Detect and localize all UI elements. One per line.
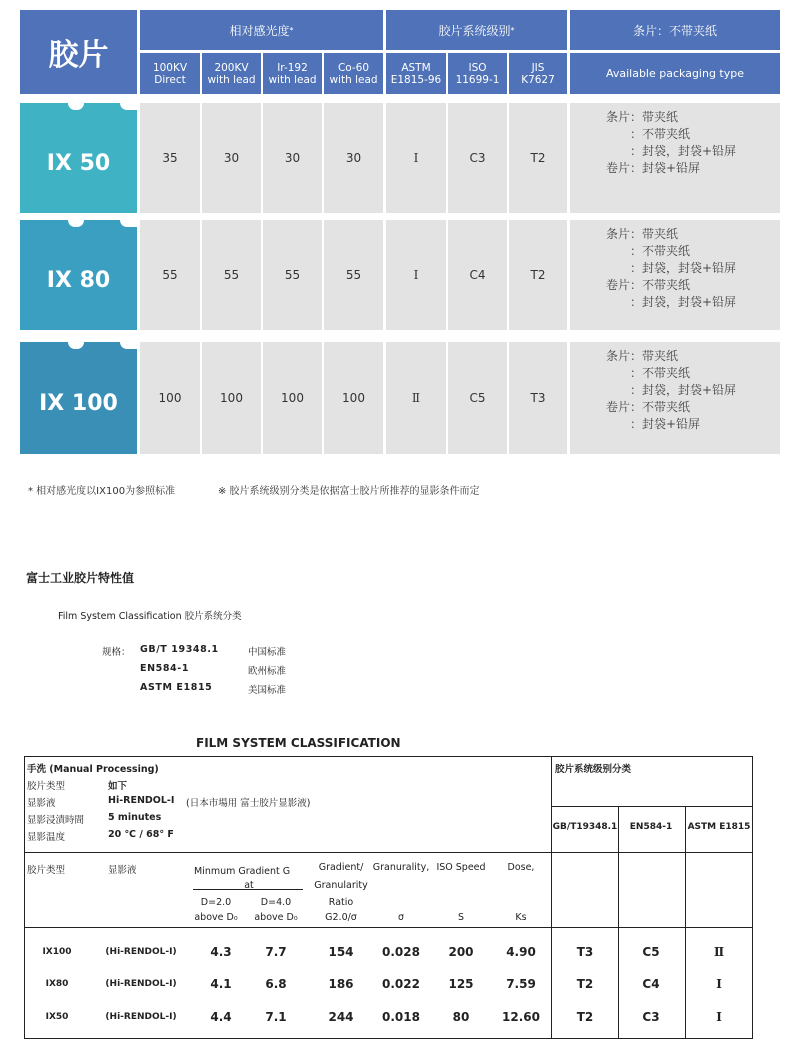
value-cell: 100	[263, 342, 322, 454]
fsc-divider-v	[551, 756, 552, 1039]
fsc-divider-v	[618, 806, 619, 1039]
row-astm: Ⅱ	[713, 945, 725, 959]
value-cell: 55	[263, 220, 322, 330]
gran-h1: Granurality,	[372, 862, 430, 873]
note-sensitivity: * 相对感光度以IX100为参照标准	[28, 486, 176, 497]
film-name-cell	[20, 103, 137, 213]
fsc-divider-h	[24, 852, 753, 853]
column-header	[509, 53, 567, 94]
value-cell: 55	[140, 220, 200, 330]
value-cell: C4	[448, 220, 507, 330]
value-cell: 30	[202, 103, 261, 213]
column-header	[202, 53, 261, 94]
value-cell: 100	[140, 342, 200, 454]
column-header-line2: 11699-1	[455, 73, 500, 86]
gradient-at: at	[244, 880, 254, 891]
value-cell: 100	[324, 342, 383, 454]
value-cell: 55	[202, 220, 261, 330]
packaging-line: ：不带夹纸	[606, 127, 691, 141]
row-gran: 0.028	[382, 945, 420, 959]
row-astm: Ⅰ	[716, 1010, 722, 1024]
row-iso: 125	[448, 977, 474, 991]
packaging-line: 条片：带夹纸	[606, 349, 679, 363]
standard-code: GB/T 19348.1	[140, 644, 219, 655]
col-developer: 显影液	[108, 865, 137, 876]
packaging-line: ：不带夹纸	[606, 366, 691, 380]
fsc-title: FILM SYSTEM CLASSIFICATION	[196, 736, 401, 750]
standard-code: ASTM E1815	[140, 682, 213, 693]
column-header-line2: K7627	[521, 73, 555, 86]
value-cell: C5	[448, 342, 507, 454]
packaging-line: 条片：带夹纸	[606, 110, 679, 124]
sensitivity-group-label: 相对感光度	[229, 23, 290, 38]
info-value: 5 minutes	[108, 812, 162, 823]
film-name-cell	[20, 220, 137, 330]
class-col-header: ASTM E1815	[687, 822, 751, 832]
standard-code: EN584-1	[140, 663, 190, 674]
column-header-line1: 100KV	[152, 61, 188, 74]
row-dose: 4.90	[506, 945, 536, 959]
film-notch	[68, 220, 84, 227]
standard-region: 欧州标准	[248, 666, 287, 677]
column-header	[263, 53, 322, 94]
info-value: Hi-RENDOL-I	[108, 795, 175, 806]
standards-label: 规格：	[102, 647, 131, 658]
value-cell: Ⅰ	[386, 103, 446, 213]
sensitivity-group-header	[140, 10, 383, 50]
film-name: IX 50	[46, 150, 111, 176]
film-name-cell	[20, 342, 137, 454]
row-dev: (Hi-RENDOL-I)	[105, 1012, 177, 1022]
value-cell: Ⅰ	[386, 220, 446, 330]
column-header-line2: with lead	[329, 73, 378, 86]
column-header-line1: ASTM	[401, 61, 431, 74]
section-title: 富士工业胶片特性值	[26, 571, 135, 585]
row-ratio: 154	[328, 945, 354, 959]
info-value: 20 ℃ / 68° F	[108, 829, 174, 840]
class-group-mark: *	[510, 25, 515, 35]
film-notch	[68, 342, 84, 349]
column-header-line2: with lead	[268, 73, 317, 86]
packaging-en-label: Available packaging type	[605, 67, 745, 80]
col-film-type: 胶片类型	[27, 865, 66, 876]
packaging-line: ：封袋，封袋+铅屏	[606, 295, 737, 309]
column-header-line1: ISO	[468, 61, 487, 74]
value-cell: C3	[448, 103, 507, 213]
class-col-header: GB/T19348.1	[552, 822, 618, 832]
class-title: 胶片系统级别分类	[555, 764, 632, 775]
column-header-line2: E1815-96	[390, 73, 442, 86]
row-g2: 6.8	[265, 977, 287, 991]
section-subtitle: Film System Classification 胶片系统分类	[58, 611, 242, 622]
column-header-line1: Ir-192	[277, 61, 308, 74]
packaging-line: 卷片：不带夹纸	[606, 278, 691, 292]
ratio-h4: G2.0/σ	[325, 912, 357, 923]
film-corner-header	[20, 10, 137, 94]
row-g2: 7.7	[265, 945, 287, 959]
info-label: 显影浸漬時間	[27, 815, 85, 826]
row-gb: T3	[576, 945, 594, 959]
packaging-cell	[570, 103, 780, 213]
value-cell: Ⅱ	[386, 342, 446, 454]
dose-h1: Dose,	[507, 862, 535, 873]
packaging-group-label: 条片：不带夹纸	[632, 23, 717, 38]
gran-h2: σ	[397, 912, 405, 923]
packaging-en-header	[570, 53, 780, 94]
packaging-line: ：封袋，封袋+铅屏	[606, 261, 737, 275]
film-name: IX 100	[39, 390, 118, 416]
packaging-line: 卷片：不带夹纸	[606, 400, 691, 414]
row-dev: (Hi-RENDOL-I)	[105, 947, 177, 957]
packaging-line: ：封袋，封袋+铅屏	[606, 383, 737, 397]
column-header-line1: Co-60	[337, 61, 370, 74]
value-cell: T3	[509, 342, 567, 454]
row-g1: 4.3	[210, 945, 232, 959]
column-header-line2: Direct	[154, 73, 186, 86]
row-film: IX50	[45, 1012, 69, 1022]
row-en: C5	[642, 945, 660, 959]
row-gran: 0.022	[382, 977, 420, 991]
film-notch	[68, 103, 84, 110]
packaging-line: ：封袋+铅屏	[606, 417, 701, 431]
row-astm: Ⅰ	[716, 977, 722, 991]
packaging-cell	[570, 220, 780, 330]
film-name: IX 80	[46, 267, 111, 293]
class-group-header	[386, 10, 567, 50]
gradient-d2b: above D₀	[254, 912, 298, 923]
info-label: 胶片类型	[27, 781, 66, 792]
fsc-divider-v	[685, 806, 686, 1039]
row-g1: 4.1	[210, 977, 232, 991]
standard-region: 美国标准	[248, 685, 287, 696]
fsc-divider-h	[24, 927, 753, 928]
packaging-group-header	[570, 10, 780, 50]
row-gb: T2	[576, 1010, 594, 1024]
value-cell: 35	[140, 103, 200, 213]
class-group-label: 胶片系统级别	[438, 23, 511, 38]
row-dev: (Hi-RENDOL-I)	[105, 979, 177, 989]
row-en: C4	[642, 977, 660, 991]
value-cell: 55	[324, 220, 383, 330]
row-iso: 80	[452, 1010, 470, 1024]
value-cell: 30	[263, 103, 322, 213]
row-film: IX80	[45, 979, 69, 989]
note-classification: ※ 胶片系统级别分类是依据富士胶片所推荐的显影条件而定	[218, 486, 480, 497]
column-header	[140, 53, 200, 94]
packaging-line: ：不带夹纸	[606, 244, 691, 258]
row-ratio: 186	[328, 977, 354, 991]
fsc-divider-h	[551, 806, 753, 807]
ratio-h2: Granularity	[314, 880, 368, 891]
row-gb: T2	[576, 977, 594, 991]
row-dose: 12.60	[502, 1010, 540, 1024]
row-ratio: 244	[328, 1010, 354, 1024]
standard-region: 中国标准	[248, 647, 287, 658]
gradient-d1b: above D₀	[194, 912, 238, 923]
ratio-h1: Gradient/	[318, 862, 364, 873]
value-cell: T2	[509, 220, 567, 330]
ratio-h3: Ratio	[328, 897, 354, 908]
row-iso: 200	[448, 945, 474, 959]
gradient-d2: D=4.0	[260, 897, 292, 908]
column-header	[386, 53, 446, 94]
dose-h2: Ks	[515, 912, 527, 923]
film-corner-label: 胶片	[48, 38, 109, 73]
info-label: 显影液	[27, 798, 56, 809]
sensitivity-group-mark: *	[289, 25, 294, 35]
row-g2: 7.1	[265, 1010, 287, 1024]
column-header	[324, 53, 383, 94]
column-header-line1: JIS	[531, 61, 545, 74]
row-gran: 0.018	[382, 1010, 420, 1024]
row-dose: 7.59	[506, 977, 536, 991]
column-header	[448, 53, 507, 94]
column-header-line2: with lead	[207, 73, 256, 86]
value-cell: 30	[324, 103, 383, 213]
iso-h2: S	[457, 912, 465, 923]
class-col-header: EN584-1	[629, 822, 673, 832]
packaging-line: ：封袋，封袋+铅屏	[606, 144, 737, 158]
info-extra: (日本市場用 富士胶片显影液)	[186, 798, 311, 809]
packaging-cell	[570, 342, 780, 454]
info-value: 如下	[108, 781, 128, 792]
column-header-line1: 200KV	[214, 61, 249, 74]
iso-h1: ISO Speed	[436, 862, 486, 873]
packaging-line: 条片：带夹纸	[606, 227, 679, 241]
info-label: 显影温度	[27, 832, 66, 843]
gradient-title: Minmum Gradient G	[194, 866, 291, 877]
value-cell: T2	[509, 103, 567, 213]
row-g1: 4.4	[210, 1010, 232, 1024]
row-en: C3	[642, 1010, 660, 1024]
value-cell: 100	[202, 342, 261, 454]
gradient-d1: D=2.0	[200, 897, 232, 908]
row-film: IX100	[42, 947, 72, 957]
manual-processing: 手洗 (Manual Processing)	[27, 764, 159, 775]
packaging-line: 卷片：封袋+铅屏	[606, 161, 701, 175]
